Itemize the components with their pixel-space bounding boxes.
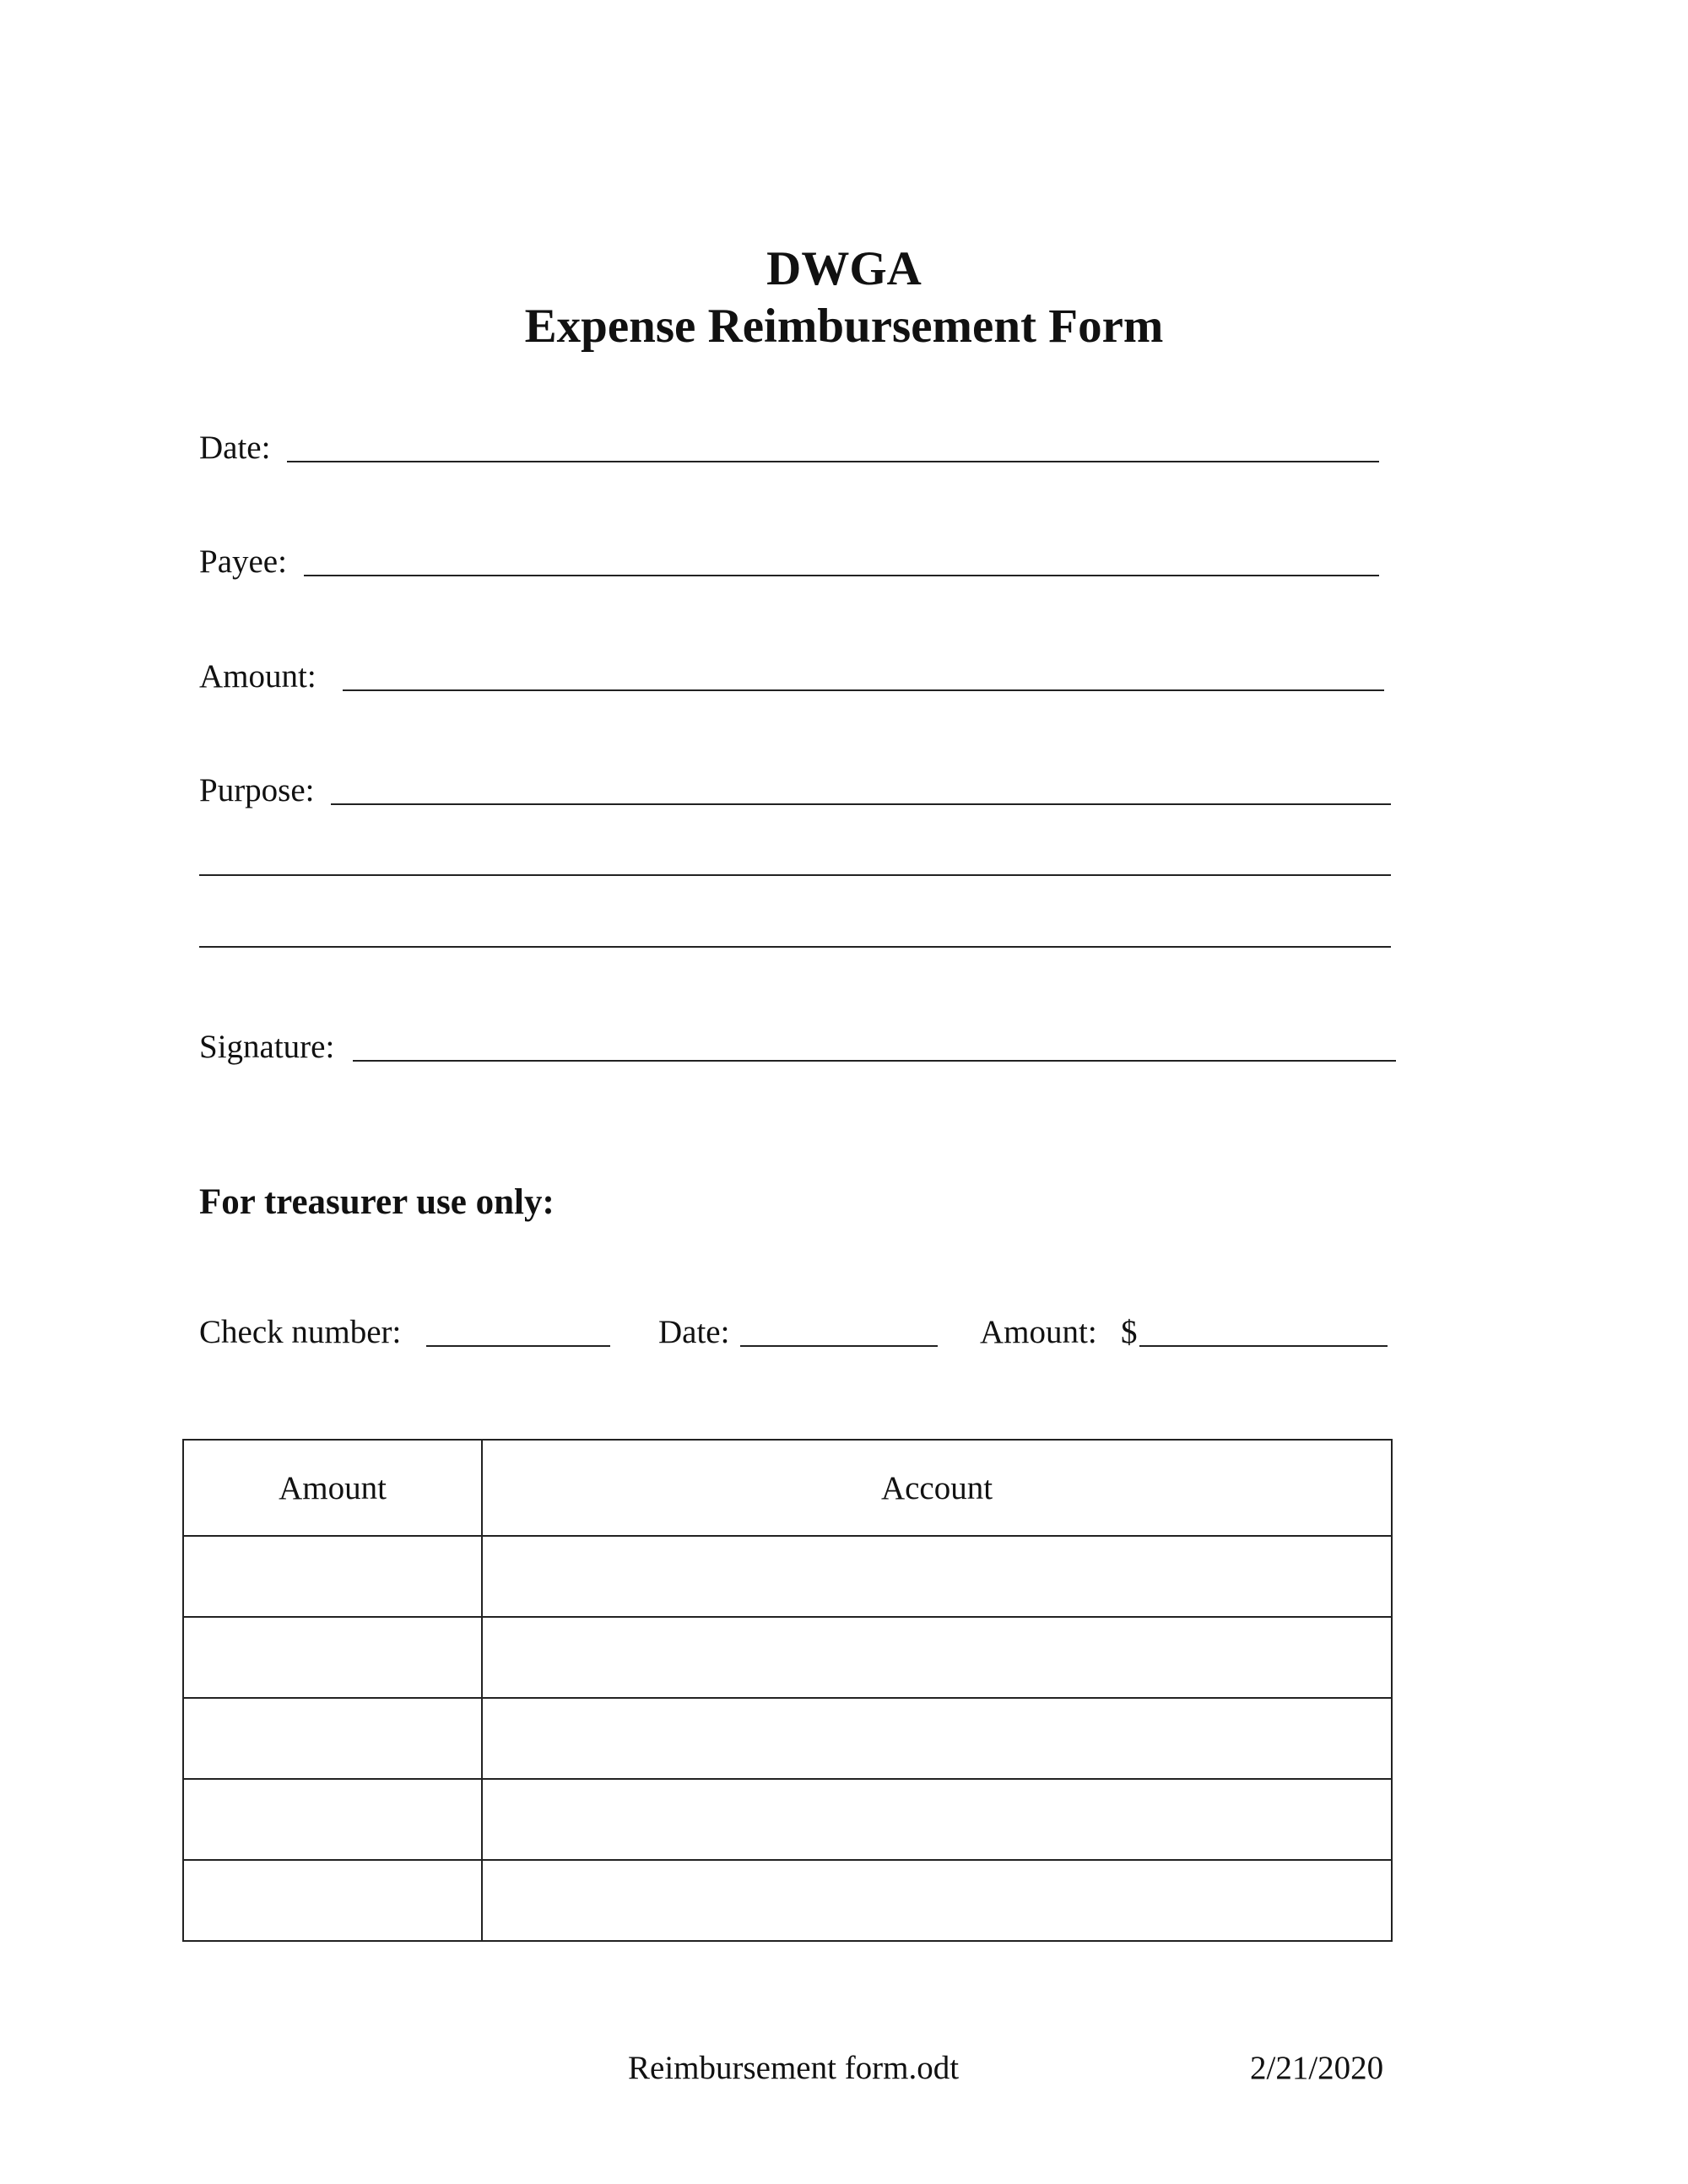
account-cell[interactable] [482, 1779, 1392, 1860]
form-title: Expense Reimbursement Form [524, 300, 1164, 353]
signature-label: Signature: [199, 1029, 335, 1065]
currency-symbol: $ [1121, 1314, 1138, 1350]
amount-input-line[interactable] [343, 689, 1384, 691]
account-cell[interactable] [482, 1617, 1392, 1698]
signature-field-row [199, 1028, 334, 1066]
purpose-label: Purpose: [199, 772, 315, 808]
payee-input-line[interactable] [304, 575, 1379, 576]
table-row [183, 1536, 1392, 1617]
amount-cell[interactable] [183, 1779, 482, 1860]
treasurer-amount-input-line[interactable] [1139, 1345, 1388, 1347]
footer-filename: Reimbursement form.odt [628, 2050, 960, 2086]
treasurer-date-label: Date: [658, 1314, 730, 1350]
date-label: Date: [199, 430, 271, 466]
account-cell[interactable] [482, 1860, 1392, 1941]
table-header-row [183, 1440, 1392, 1536]
date-field-row [199, 429, 270, 467]
amount-cell[interactable] [183, 1536, 482, 1617]
purpose-input-line-1[interactable] [331, 803, 1391, 805]
signature-input-line[interactable] [353, 1060, 1396, 1062]
account-cell[interactable] [482, 1536, 1392, 1617]
amount-field-row [199, 657, 316, 695]
check-number-input-line[interactable] [426, 1345, 610, 1347]
amount-cell[interactable] [183, 1617, 482, 1698]
org-title: DWGA [766, 242, 922, 295]
purpose-field-row [199, 771, 315, 809]
amount-label: Amount: [199, 658, 316, 695]
footer-date: 2/21/2020 [1250, 2050, 1384, 2086]
amount-cell[interactable] [183, 1860, 482, 1941]
purpose-input-line-2[interactable] [199, 874, 1391, 876]
table-row [183, 1860, 1392, 1941]
amount-column-header: Amount [183, 1440, 482, 1536]
payee-label: Payee: [199, 543, 287, 580]
purpose-input-line-3[interactable] [199, 946, 1391, 948]
account-cell[interactable] [482, 1698, 1392, 1779]
table-row [183, 1698, 1392, 1779]
account-column-header: Account [482, 1440, 1392, 1536]
date-input-line[interactable] [287, 461, 1379, 462]
treasurer-amount-label: Amount: [980, 1314, 1097, 1350]
table-row [183, 1617, 1392, 1698]
amount-account-table [182, 1439, 1393, 1942]
check-number-label: Check number: [199, 1314, 402, 1350]
amount-cell[interactable] [183, 1698, 482, 1779]
table-row [183, 1779, 1392, 1860]
treasurer-heading: For treasurer use only: [199, 1182, 555, 1222]
treasurer-date-input-line[interactable] [740, 1345, 938, 1347]
payee-field-row [199, 543, 287, 581]
